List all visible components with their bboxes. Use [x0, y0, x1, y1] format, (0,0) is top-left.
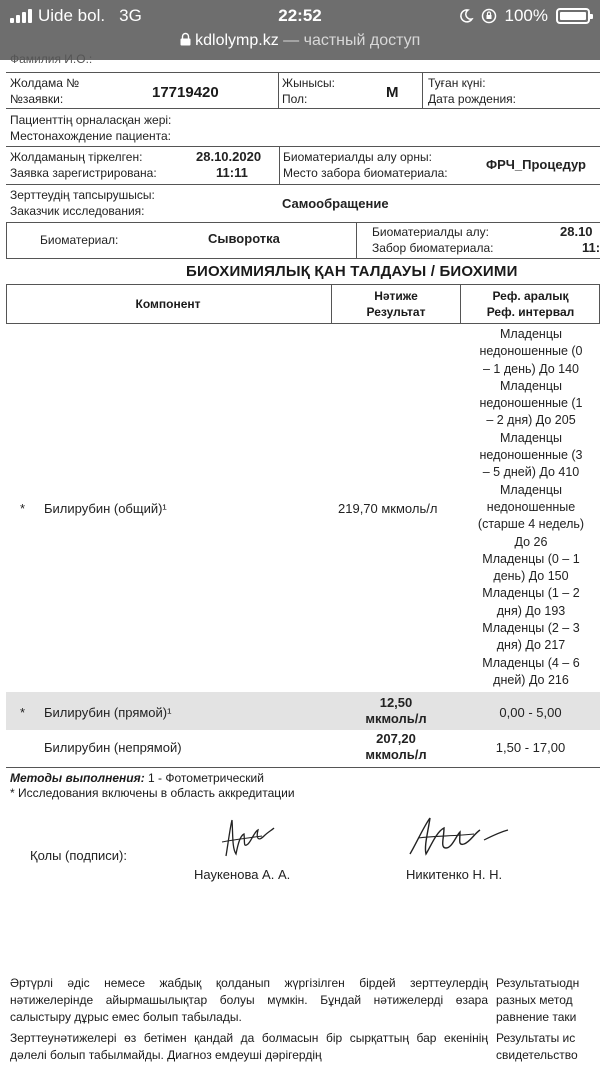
methods-label: Методы выполнения:	[10, 771, 145, 785]
row-1-reference-list	[463, 326, 599, 689]
signature-1-image	[218, 814, 276, 864]
reference-line: До 26	[514, 534, 548, 549]
row-2-reference: 0,00 - 5,00	[499, 705, 562, 720]
footer-ru-p1-line-1: Результатыодн	[496, 976, 580, 990]
browser-top-bar	[0, 0, 600, 60]
footer-kz-paragraph-2: Зерттеунәтижелері өз бетімен қандай да болмасын бір сырқаттың бар екенінің дәлелі болып табылмайды. Диагноз емдеуші дәрігердің	[10, 1031, 488, 1062]
accreditation-note: * Исследования включены в область аккредитации	[10, 786, 295, 800]
signatures-label: Қолы (подписи):	[30, 848, 127, 863]
col-result-header-ru: Результат	[366, 305, 426, 319]
footer-ru-paragraph-1	[496, 975, 600, 1026]
carrier-name: Uide bol.	[38, 6, 106, 25]
sampling-date: 28.10	[560, 224, 593, 239]
direction-label-kz: Жолдама №	[10, 76, 80, 90]
battery-percent: 100%	[504, 6, 548, 25]
sex-label-ru: Пол:	[282, 92, 308, 106]
location-label-kz: Пациенттің орналасқан жері:	[10, 113, 172, 127]
place-label-ru: Место забора биоматериала:	[283, 166, 448, 180]
footer-ru-paragraph-2	[496, 1030, 600, 1064]
sex-label-kz: Жынысы:	[282, 76, 335, 90]
row-2-name: Билирубин (прямой)¹	[44, 705, 172, 720]
direction-label-ru: №заявки:	[10, 92, 64, 106]
reference-line: дня) До 193	[496, 603, 566, 618]
reference-line: недоношенные	[486, 499, 576, 514]
col-component-header: Компонент	[135, 297, 201, 311]
sex-value: М	[386, 84, 399, 101]
row-2-result-unit: мкмоль/л	[365, 711, 427, 726]
lab-report-document	[0, 52, 600, 1066]
registered-date: 28.10.2020	[196, 149, 262, 164]
reference-line: – 2 дня) До 205	[486, 413, 576, 428]
sampling-label-ru: Забор биоматериала:	[372, 241, 494, 255]
clock: 22:52	[278, 6, 322, 25]
reference-line: Младенцы	[500, 327, 562, 341]
registered-time: 11:11	[216, 165, 248, 180]
row-1-result: 219,70 мкмоль/л	[338, 501, 438, 516]
reference-line: день) До 150	[493, 569, 569, 584]
url-domain: kdlolymp.kz	[195, 32, 279, 49]
methods-value: 1 - Фотометрический	[144, 771, 264, 785]
row-1-name: Билирубин (общий)¹	[44, 501, 167, 516]
row-2-result-value: 12,50	[379, 695, 413, 710]
biomaterial-value: Сыворотка	[208, 231, 280, 246]
reference-line: недоношенные (0	[479, 344, 583, 359]
signer-2-name: Никитенко Н. Н.	[406, 867, 503, 882]
reference-line: дней) До 216	[493, 672, 569, 687]
direction-number: 17719420	[152, 84, 219, 101]
battery-icon	[556, 8, 590, 24]
registered-label-ru: Заявка зарегистрирована:	[10, 166, 157, 180]
moon-icon	[459, 9, 473, 23]
reference-line: Младенцы (2 – 3	[482, 621, 580, 636]
reference-line: (старше 4 недель)	[477, 517, 585, 532]
url-subtitle: — частный доступ	[283, 32, 421, 49]
reference-line: – 1 день) До 140	[482, 361, 580, 376]
reference-line: дня) До 217	[496, 638, 566, 653]
methods-note	[10, 771, 264, 785]
reference-line: недоношенные (1	[479, 396, 583, 411]
footer-ru-p1-line-2: разных метод	[496, 993, 573, 1007]
report-title: БИОХИМИЯЛЫҚ ҚАН ТАЛДАУЫ / БИОХИМИ	[186, 263, 518, 280]
status-bar	[0, 4, 600, 30]
customer-value: Самообращение	[282, 196, 389, 211]
row-2-mark: *	[20, 705, 26, 720]
reference-line: Младенцы	[500, 430, 562, 445]
col-result-header-kz: Нәтиже	[374, 289, 418, 303]
reference-line: Младенцы	[500, 378, 562, 393]
reference-line: Младенцы	[500, 482, 562, 497]
place-value: ФРЧ_Процедур	[486, 157, 586, 172]
footer-kz-paragraph-1: Әртүрлі әдіс немесе жабдық қолданып жүргізілген бірдей зерттеулердің нәтижелерінде айырмашылықтар болуы мүмкін. Бұндай нәтижелерді өзара салыстыру дұрыс емес болып табылады.	[10, 976, 488, 1024]
row-3-result-value: 207,20	[376, 731, 416, 746]
url-bar[interactable]	[0, 32, 600, 50]
reference-line: Младенцы (0 – 1	[482, 551, 580, 566]
sampling-time: 11:	[582, 240, 600, 255]
customer-label-ru: Заказчик исследования:	[10, 204, 145, 218]
col-ref-header-kz: Реф. аралық	[492, 289, 569, 303]
location-label-ru: Местонахождение пациента:	[10, 129, 172, 143]
reference-line: Младенцы (1 – 2	[482, 586, 580, 601]
reference-line: недоношенные (3	[479, 448, 583, 463]
signer-1-name: Наукенова А. А.	[194, 867, 291, 882]
reference-line: – 5 дней) До 410	[482, 465, 580, 480]
row-3-result-unit: мкмоль/л	[365, 747, 427, 762]
registered-label-kz: Жолдаманың тіркелген:	[10, 150, 143, 164]
birth-label-kz: Туған күні:	[428, 76, 486, 90]
network-type: 3G	[119, 6, 142, 25]
biomaterial-label: Биоматериал:	[40, 233, 119, 247]
footer-ru-p1-line-3: равнение таки	[496, 1010, 577, 1024]
lock-icon	[180, 33, 191, 46]
col-ref-header-ru: Реф. интервал	[486, 305, 575, 319]
birth-label-ru: Дата рождения:	[428, 92, 516, 106]
customer-label-kz: Зерттеудің тапсырушысы:	[10, 188, 155, 202]
sampling-label-kz: Биоматериалды алу:	[372, 225, 489, 239]
footer-ru-p2-line-2: свидетельство	[496, 1048, 578, 1062]
place-label-kz: Биоматериалды алу орны:	[283, 150, 432, 164]
signature-2-image	[400, 814, 510, 864]
row-3-name: Билирубин (непрямой)	[44, 740, 182, 755]
reference-line: Младенцы (4 – 6	[482, 655, 580, 670]
row-1-mark: *	[20, 501, 26, 516]
row-3-reference: 1,50 - 17,00	[495, 740, 566, 755]
footer-ru-p2-line-1: Результаты ис	[496, 1031, 576, 1045]
partial-name-label: Фамилия И.О.:	[10, 52, 93, 66]
orientation-lock-icon	[481, 8, 497, 24]
